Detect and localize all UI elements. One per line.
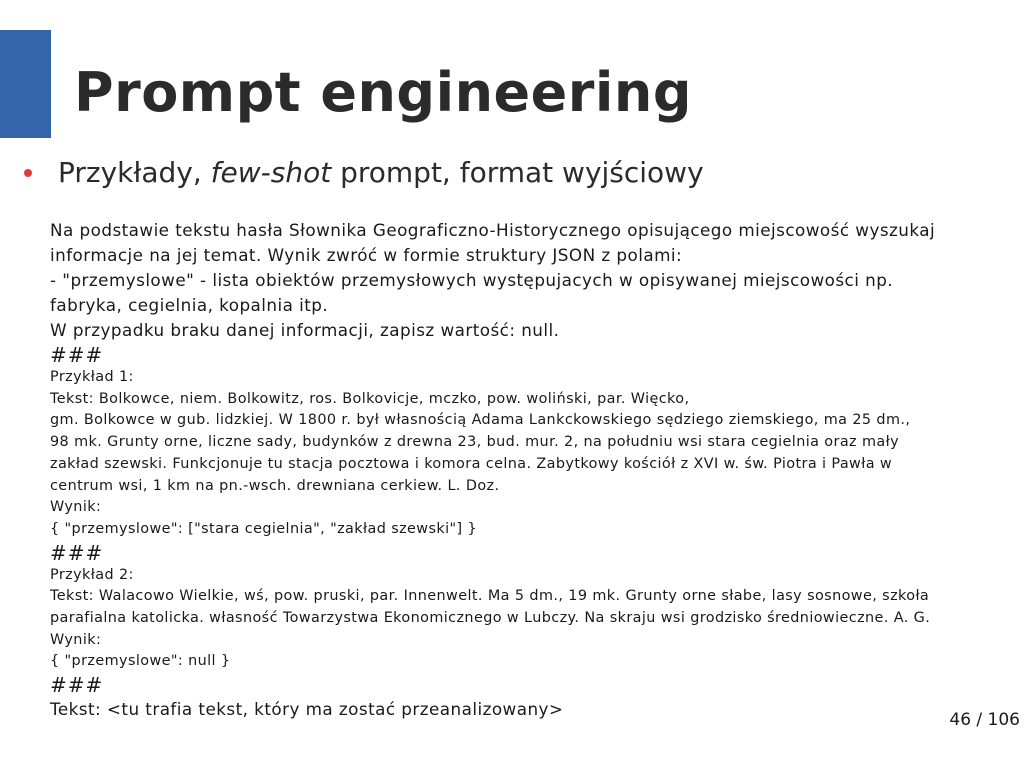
- prompt-separator: ###: [50, 540, 104, 565]
- example-1-result-json: { "przemyslowe": ["stara cegielnia", "zakład szewski"] }: [50, 520, 478, 537]
- prompt-instruction-line: - "przemyslowe" - lista obiektów przemysłowych występujacych w opisywanej miejscowości np.: [50, 270, 894, 290]
- example-2-result-json: { "przemyslowe": null }: [50, 653, 231, 670]
- example-1-result-label: Wynik:: [50, 499, 102, 516]
- prompt-instruction-line: W przypadku braku danej informacji, zapisz wartość: null.: [50, 320, 560, 340]
- prompt-instruction-line: Na podstawie tekstu hasła Słownika Geograficzno-Historycznego opisującego miejscowość wyszukaj: [50, 220, 936, 240]
- bullet-text-end: prompt, format wyjściowy: [331, 155, 704, 189]
- bullet-text: [58, 156, 704, 189]
- title-accent-bar: [0, 30, 51, 138]
- example-2-text-line: parafialna katolicka. własność Towarzystwa Ekonomicznego w Lubczy. Na skraju wsi grodzisko średniowieczne. A. G.: [50, 610, 931, 627]
- example-2-result-label: Wynik:: [50, 631, 102, 648]
- example-1-text-line: 98 mk. Grunty orne, liczne sady, budynków z drewna 23, bud. mur. 2, na południu wsi stara cegielnia oraz mały: [50, 434, 900, 451]
- bullet-text-start: Przykłady,: [58, 155, 211, 189]
- slide-title: Prompt engineering: [74, 61, 693, 124]
- bullet-dot-icon: [24, 169, 32, 177]
- prompt-instruction-line: fabryka, cegielnia, kopalnia itp.: [50, 295, 329, 315]
- page-number: 46 / 106: [949, 710, 1020, 730]
- example-2-heading: Przykład 2:: [50, 566, 134, 583]
- prompt-instruction-line: informacje na jej temat. Wynik zwróć w formie struktury JSON z polami:: [50, 245, 683, 265]
- example-1-text-line: zakład szewski. Funkcjonuje tu stacja pocztowa i komora celna. Zabytkowy kościół z XVI w. św. Piotra i Pawła w: [50, 455, 893, 472]
- example-1-heading: Przykład 1:: [50, 369, 134, 385]
- example-1-text-line: centrum wsi, 1 km na pn.-wsch. drewniana cerkiew. L. Doz.: [50, 477, 500, 494]
- prompt-input-placeholder: Tekst: <tu trafia tekst, który ma zostać przeanalizowany>: [50, 699, 564, 720]
- prompt-example: [50, 218, 1000, 722]
- bullet-item: [24, 152, 704, 192]
- prompt-separator: ###: [50, 343, 104, 367]
- prompt-separator: ###: [50, 673, 104, 698]
- example-1-text-line: gm. Bolkowce w gub. lidzkiej. W 1800 r. był własnością Adama Lankckowskiego sędziego ziemskiego, ma 25 dm.,: [50, 412, 911, 429]
- example-1-text-line: Tekst: Bolkowce, niem. Bolkowitz, ros. Bolkovicje, mczko, pow. woliński, par. Więcko,: [50, 390, 690, 407]
- example-2-text-line: Tekst: Walacowo Wielkie, wś, pow. pruski, par. Innenwelt. Ma 5 dm., 19 mk. Grunty orne słabe, lasy sosnowe, szkoła: [50, 588, 930, 605]
- bullet-text-emphasis: few-shot: [210, 155, 332, 189]
